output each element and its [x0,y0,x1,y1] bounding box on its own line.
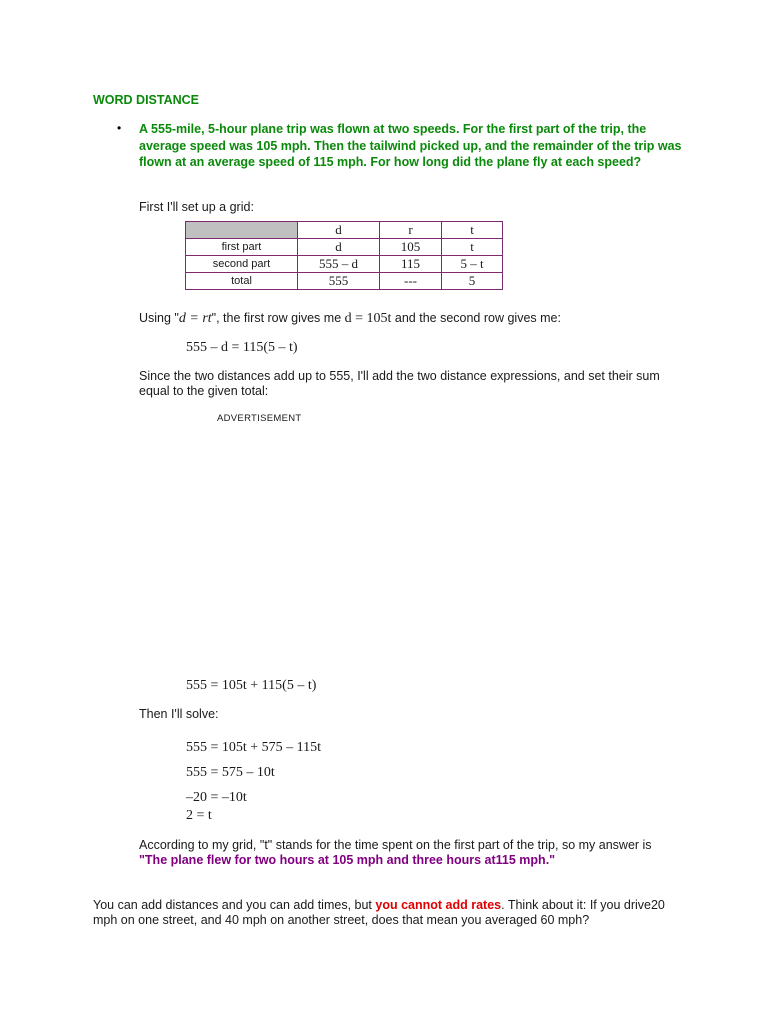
rates-note [93,898,673,928]
table-header-cell: d [298,222,380,239]
table-cell: t [442,239,503,256]
rates-post: . Think about it: If you drive20 mph on one street, and 40 mph on another street, does that mean you averaged 60 mph? [93,898,665,927]
answer-paragraph [139,838,679,868]
advertisement-label: ADVERTISEMENT [217,413,302,424]
table-cell: total [186,273,298,290]
table-cell: --- [380,273,442,290]
equation-sum: 555 = 105t + 115(5 – t) [186,678,317,693]
rates-warning: you cannot add rates [375,898,502,912]
solve-step: 555 = 105t + 575 – 115t [186,740,322,755]
table-cell: second part [186,256,298,273]
solve-step: –20 = –10t [186,790,247,805]
section-heading: WORD DISTANCE [93,93,200,107]
table-header-cell: r [380,222,442,239]
table-row [186,239,503,256]
rates-pre: You can add distances and you can add times, but [93,898,376,912]
problem-statement: A 555-mile, 5-hour plane trip was flown at two speeds. For the first part of the trip, the average speed was 105 mph. Then the tailwind picked up, and the remainder of the trip was flown at an average speed of 115 mph. For how long did the plane fly at each speed? [139,122,682,169]
table-cell: 555 – d [298,256,380,273]
sum-explanation: Since the two distances add up to 555, I'll add the two distance expressions, and set their sum equal to the given total: [139,369,660,398]
using-prefix: Using " [139,311,179,325]
using-mid: ", the first row gives me [211,311,345,325]
table-cell: d [298,239,380,256]
table-cell: 555 [298,273,380,290]
table-row [186,256,503,273]
using-suffix: and the second row gives me: [391,311,561,325]
answer-intro: According to my grid, "t" stands for the time spent on the first part of the trip, so my answer is [139,838,652,852]
table-cell: 5 [442,273,503,290]
formula-first-row: d = 105t [344,311,392,326]
using-formula-line [139,311,561,327]
table-header-cell: t [442,222,503,239]
table-cell: first part [186,239,298,256]
list-bullet: • [117,121,122,135]
table-header-cell [186,222,298,239]
equation-second-row: 555 – d = 115(5 – t) [186,340,298,355]
solve-step: 555 = 575 – 10t [186,765,275,780]
table-cell: 115 [380,256,442,273]
rate-grid-table [185,221,503,290]
solve-step: 2 = t [186,808,212,823]
solve-intro: Then I'll solve: [139,707,219,721]
table-cell: 105 [380,239,442,256]
final-answer: "The plane flew for two hours at 105 mph and three hours at115 mph." [139,853,556,867]
table-row [186,273,503,290]
formula-d-rt: d = rt [178,311,212,326]
table-cell: 5 – t [442,256,503,273]
table-header-row [186,222,503,239]
grid-intro: First I'll set up a grid: [139,200,254,214]
